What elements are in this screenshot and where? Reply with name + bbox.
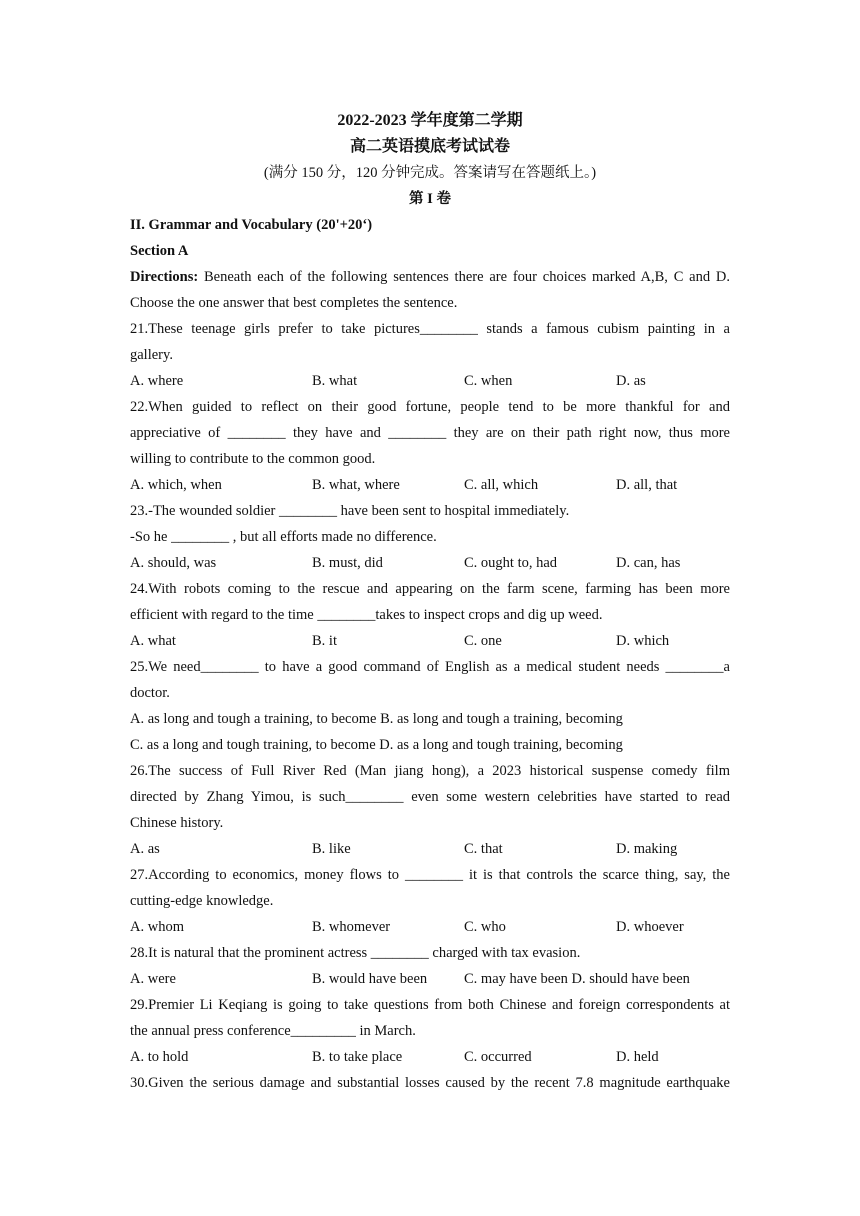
q28-option-a: A. were — [130, 971, 176, 987]
q27-option-a: A. whom — [130, 919, 184, 935]
q26-line-2: directed by Zhang Yimou, is such________ even some western celebrities have started to read — [130, 789, 730, 805]
q26-option-a: A. as — [130, 841, 160, 857]
q25-line-2: doctor. — [130, 685, 170, 701]
q25-options-ab: A. as long and tough a training, to become B. as long and tough a training, becoming — [130, 711, 623, 727]
q28-options — [130, 966, 730, 992]
q24-line-1: 24.With robots coming to the rescue and appearing on the farm scene, farming has been more — [130, 581, 730, 597]
exam-title: 高二英语摸底考试试卷 — [349, 138, 510, 155]
exam-content — [130, 212, 730, 1096]
q26-option-b: B. like — [312, 841, 351, 857]
q28-line-1: 28.It is natural that the prominent actress ________ charged with tax evasion. — [130, 945, 581, 961]
q29-line-2: the annual press conference_________ in March. — [130, 1023, 416, 1039]
q27-line-2: cutting-edge knowledge. — [130, 893, 274, 909]
q22-line-2: appreciative of ________ they have and ________ they are on their path right now, thus more — [130, 425, 730, 441]
q21-line-1: 21.These teenage girls prefer to take pictures________ stands a famous cubism painting in a — [130, 321, 730, 337]
q25-options-cd: C. as a long and tough training, to become D. as a long and tough training, becoming — [130, 737, 623, 753]
q23-options — [130, 550, 730, 576]
q30-line-1: 30.Given the serious damage and substantial losses caused by the recent 7.8 magnitude earthquake — [130, 1075, 730, 1091]
q23-option-d: D. can, has — [616, 555, 681, 571]
q24-line-2: efficient with regard to the time ________takes to inspect crops and dig up weed. — [130, 607, 603, 623]
q21-option-b: B. what — [312, 373, 358, 389]
section-heading: II. Grammar and Vocabulary (20'+20‘) — [130, 217, 373, 233]
q24-option-c: C. one — [464, 633, 502, 649]
q21-option-c: C. when — [464, 373, 513, 389]
q21-line-2: gallery. — [130, 347, 173, 363]
directions-line-2: Choose the one answer that best completes the sentence. — [130, 295, 458, 311]
directions-label: Directions: — [130, 269, 199, 285]
q29-option-b: B. to take place — [312, 1049, 403, 1065]
q26-line-3: Chinese history. — [130, 815, 224, 831]
q26-options — [130, 836, 730, 862]
q24-options — [130, 628, 730, 654]
q29-option-c: C. occurred — [464, 1049, 532, 1065]
q27-line-1: 27.According to economics, money flows to ________ it is that controls the scarce thing, say, the — [130, 867, 730, 883]
q21-option-d: D. as — [616, 373, 646, 389]
year-term: 2022-2023 学年度第二学期 — [337, 112, 523, 129]
q22-option-d: D. all, that — [616, 477, 678, 493]
q22-option-b: B. what, where — [312, 477, 400, 493]
q26-line-1: 26.The success of Full River Red (Man jiang hong), a 2023 historical suspense comedy film — [130, 763, 730, 779]
q29-option-a: A. to hold — [130, 1049, 189, 1065]
q26-option-d: D. making — [616, 841, 678, 857]
q26-option-c: C. that — [464, 841, 503, 857]
directions-line-1 — [130, 264, 730, 290]
q23-line-1: 23.-The wounded soldier ________ have been sent to hospital immediately. — [130, 503, 570, 519]
volume-label: 第 I 卷 — [409, 191, 451, 207]
q23-option-c: C. ought to, had — [464, 555, 558, 571]
q27-option-b: B. whomever — [312, 919, 391, 935]
q24-option-b: B. it — [312, 633, 337, 649]
q28-option-cd: C. may have been D. should have been — [464, 971, 690, 987]
q22-options — [130, 472, 730, 498]
q23-option-b: B. must, did — [312, 555, 383, 571]
q21-options — [130, 368, 730, 394]
q21-option-a: A. where — [130, 373, 184, 389]
q22-option-a: A. which, when — [130, 477, 222, 493]
q22-option-c: C. all, which — [464, 477, 539, 493]
q23-line-2: -So he ________ , but all efforts made no difference. — [130, 529, 437, 545]
q27-option-d: D. whoever — [616, 919, 684, 935]
q22-line-1: 22.When guided to reflect on their good fortune, people tend to be more thankful for and — [130, 399, 730, 415]
q27-options — [130, 914, 730, 940]
section-sub: Section A — [130, 243, 189, 259]
q25-line-1: 25.We need________ to have a good command of English as a medical student needs ________a — [130, 659, 730, 675]
q28-option-b: B. would have been — [312, 971, 428, 987]
directions-text: Beneath each of the following sentences there are four choices marked A,B, C and D. — [198, 269, 730, 285]
q29-option-d: D. held — [616, 1049, 659, 1065]
q27-option-c: C. who — [464, 919, 506, 935]
q29-line-1: 29.Premier Li Keqiang is going to take questions from both Chinese and foreign correspondents at — [130, 997, 730, 1013]
q22-line-3: willing to contribute to the common good. — [130, 451, 376, 467]
q29-options — [130, 1044, 730, 1070]
exam-note: (满分 150 分，120 分钟完成。答案请写在答题纸上。) — [263, 165, 597, 181]
q23-option-a: A. should, was — [130, 555, 217, 571]
exam-header — [0, 108, 860, 212]
q24-option-a: A. what — [130, 633, 176, 649]
q24-option-d: D. which — [616, 633, 670, 649]
